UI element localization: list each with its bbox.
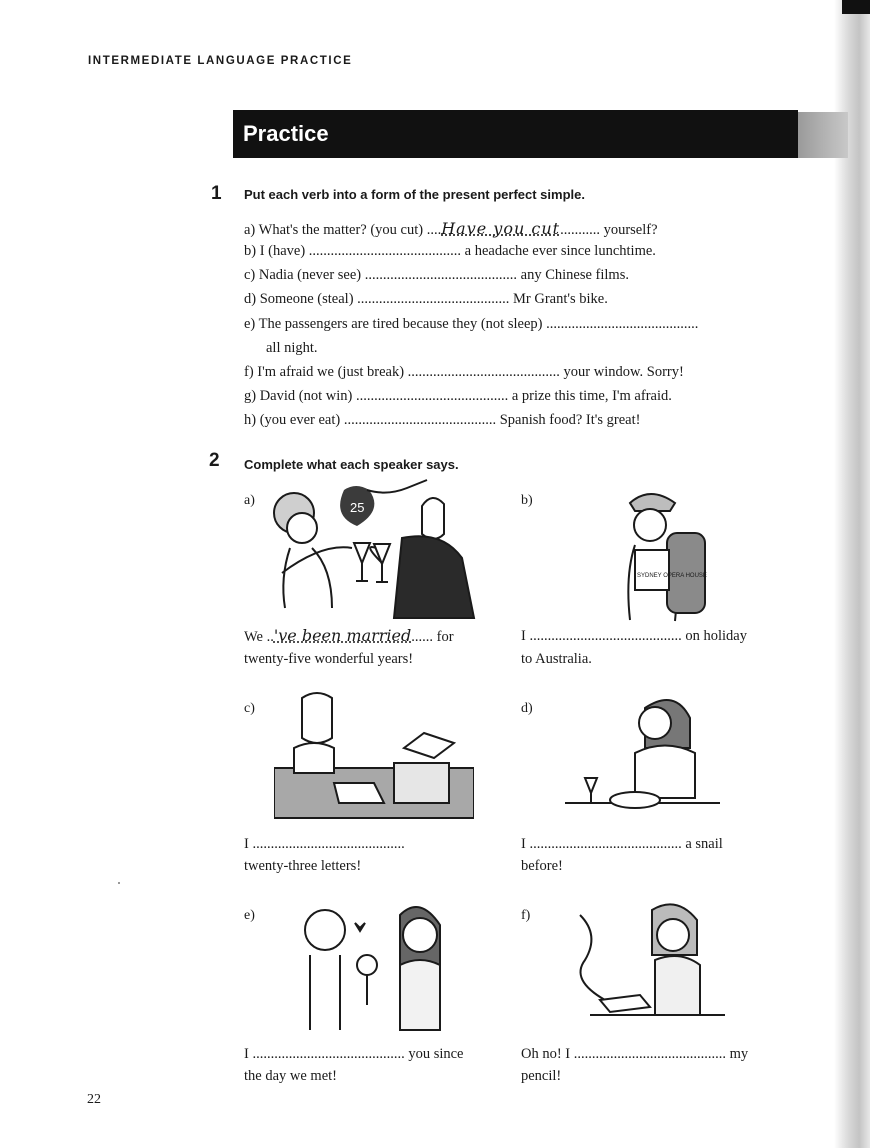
exercise-1-item-c: c) Nadia (never see) .......................................... any Chinese films.: [244, 267, 629, 283]
running-head: INTERMEDIATE LANGUAGE PRACTICE: [88, 55, 353, 67]
exercise-1-item-f: f) I'm afraid we (just break) .......................................... your window. Sorry!: [244, 364, 684, 380]
lost-pencil-illustration: [570, 895, 725, 1030]
panel-e-letter: e): [244, 908, 255, 923]
panel-f-caption-line2: pencil!: [521, 1068, 562, 1084]
panel-a-letter: a): [244, 493, 255, 508]
panel-a-prefix: We ..: [244, 629, 274, 645]
panel-f-letter: f): [521, 908, 531, 923]
panel-d-caption-line2: before!: [521, 858, 563, 874]
practice-banner: [233, 110, 798, 158]
tshirt-logo-text: SYDNEY OPERA HOUSE: [637, 573, 707, 579]
panel-b-letter: b): [521, 493, 533, 508]
panel-c-caption-line1: I ..........................................: [244, 836, 405, 852]
exercise-1-item-b: b) I (have) .......................................... a headache ever since lunchtime.: [244, 243, 656, 259]
anniversary-bag: [340, 480, 427, 526]
exercise-1-item-h: h) (you ever eat) .......................................... Spanish food? It's great!: [244, 412, 641, 428]
anniversary-badge-text: 25: [350, 500, 365, 515]
banner-edge-tab: [798, 112, 848, 158]
panel-e-caption-line1: I .......................................... you since: [244, 1046, 464, 1062]
exercise-1-item-d: d) Someone (steal) .......................................... Mr Grant's bike.: [244, 291, 608, 307]
banner-title: Practice: [243, 121, 329, 146]
book-spine-shadow: [834, 0, 870, 1148]
panel-f-caption-line1: Oh no! I .......................................... my: [521, 1046, 749, 1062]
item-a-answer: Have you cut: [441, 219, 561, 238]
item-a-tail: ........... yourself?: [560, 222, 658, 238]
panel-e-caption-line2: the day we met!: [244, 1068, 338, 1084]
backpacker-illustration: [605, 485, 715, 625]
page-number: 22: [87, 1092, 101, 1107]
letter-writer-illustration: [274, 688, 474, 823]
exercise-1-item-a: [244, 219, 658, 239]
panel-d-letter: d): [521, 701, 533, 716]
exercise-1-item-e: e) The passengers are tired because they (not sleep) ..........................................: [244, 316, 699, 332]
panel-a-answer: 've been married: [273, 626, 412, 645]
exercise-1-item-g: g) David (not win) .......................................... a prize this time, I'm afraid.: [244, 388, 672, 404]
exercise-1-title: Put each verb into a form of the present perfect simple.: [244, 187, 585, 202]
panel-b-caption-line2: to Australia.: [521, 651, 592, 667]
panel-a-caption-line2: twenty-five wonderful years!: [244, 651, 414, 667]
panel-b-caption-line1: I .......................................... on holiday: [521, 628, 747, 644]
panel-a-caption-line1: [244, 625, 454, 648]
exercise-1-number: 1: [211, 183, 222, 204]
exercise-2-number: 2: [209, 450, 220, 471]
panel-a-suffix: ...... for: [411, 629, 454, 645]
panel-c-letter: c): [244, 701, 255, 716]
item-a-text: a) What's the matter? (you cut) ....: [244, 222, 442, 238]
flowers-couple-illustration: [295, 895, 445, 1035]
snail-eater-illustration: [565, 688, 720, 823]
panel-d-caption-line1: I .......................................... a snail: [521, 836, 723, 852]
anniversary-couple-illustration: [262, 478, 480, 623]
panel-c-caption-line2: twenty-three letters!: [244, 858, 362, 874]
spine-corner-mark: [842, 0, 870, 14]
stray-mark: [118, 882, 120, 884]
exercise-1-item-e-cont: all night.: [266, 340, 318, 356]
exercise-2-title: Complete what each speaker says.: [244, 457, 459, 472]
